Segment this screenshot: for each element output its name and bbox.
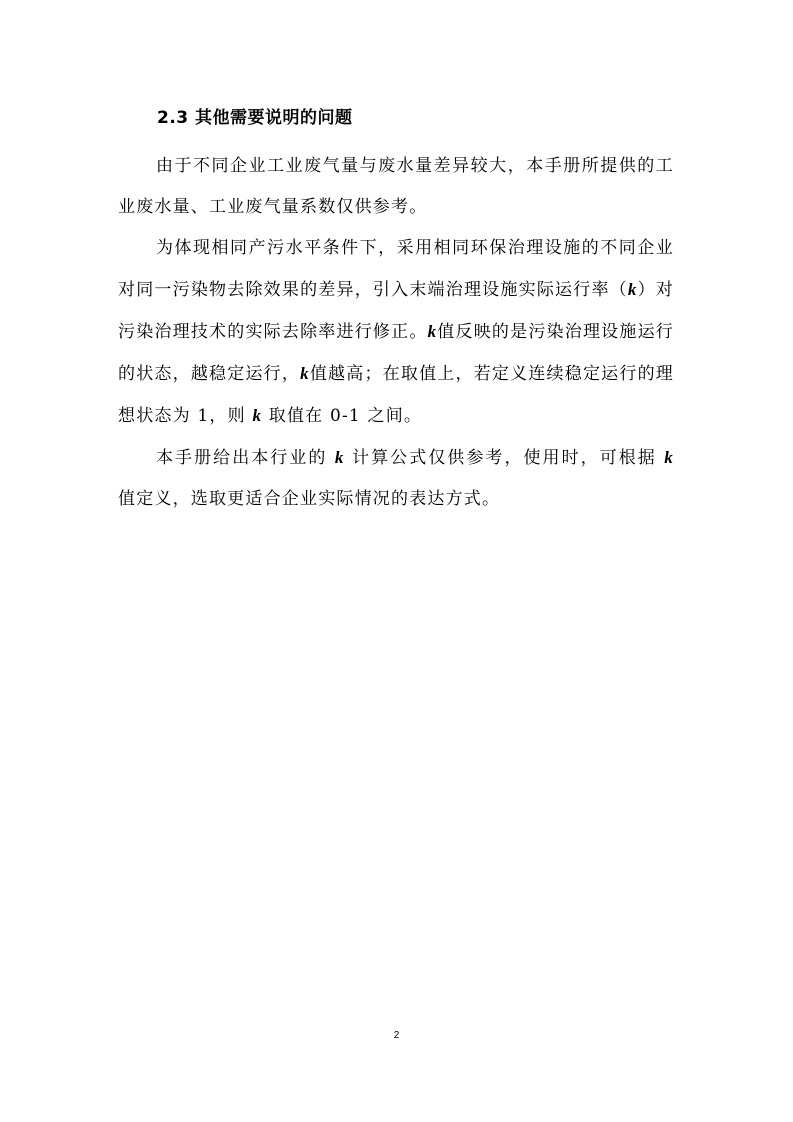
body-text	[118, 146, 674, 520]
paragraph-3	[118, 437, 674, 520]
k-symbol: k	[664, 448, 674, 467]
paragraph-2-text-b: ）对污染治理技术的实际去除率进行修正。	[118, 280, 674, 342]
paragraph-2-text-e: 取值在 0-1 之间。	[262, 406, 423, 426]
paragraph-1: 由于不同企业工业废气量与废水量差异较大，本手册所提供的工业废水量、工业废气量系数仅供参考。	[118, 156, 674, 217]
paragraph-3-text-c: 值定义，选取更适合企业实际情况的表达方式。	[118, 489, 501, 509]
page-number: 2	[393, 1030, 400, 1041]
k-symbol: k	[334, 448, 345, 467]
paragraph-2-text-c: 值反映的是污染治理设施运行的状态，越稳定运行，	[118, 322, 674, 384]
k-symbol: k	[300, 364, 310, 383]
paragraph-3-text-b: 计算公式仅供参考，使用时，可根据	[344, 448, 665, 468]
section-heading: 2.3 其他需要说明的问题	[157, 108, 353, 128]
paragraph-3-text-a: 本手册给出本行业的	[156, 448, 335, 468]
k-symbol: k	[252, 406, 263, 425]
k-symbol: k	[427, 322, 438, 341]
paragraph-2-text-a: 为体现相同产污水平条件下，采用相同环保治理设施的不同企业对同一污染物去除效果的差异，引入末端治理设施实际运行率（	[118, 238, 674, 300]
paragraph-2	[118, 228, 674, 437]
paragraph-2-text-d: 值越高；在取值上，若定义连续稳定运行的理想状态为 1，则	[118, 364, 675, 426]
k-symbol: k	[627, 280, 638, 299]
